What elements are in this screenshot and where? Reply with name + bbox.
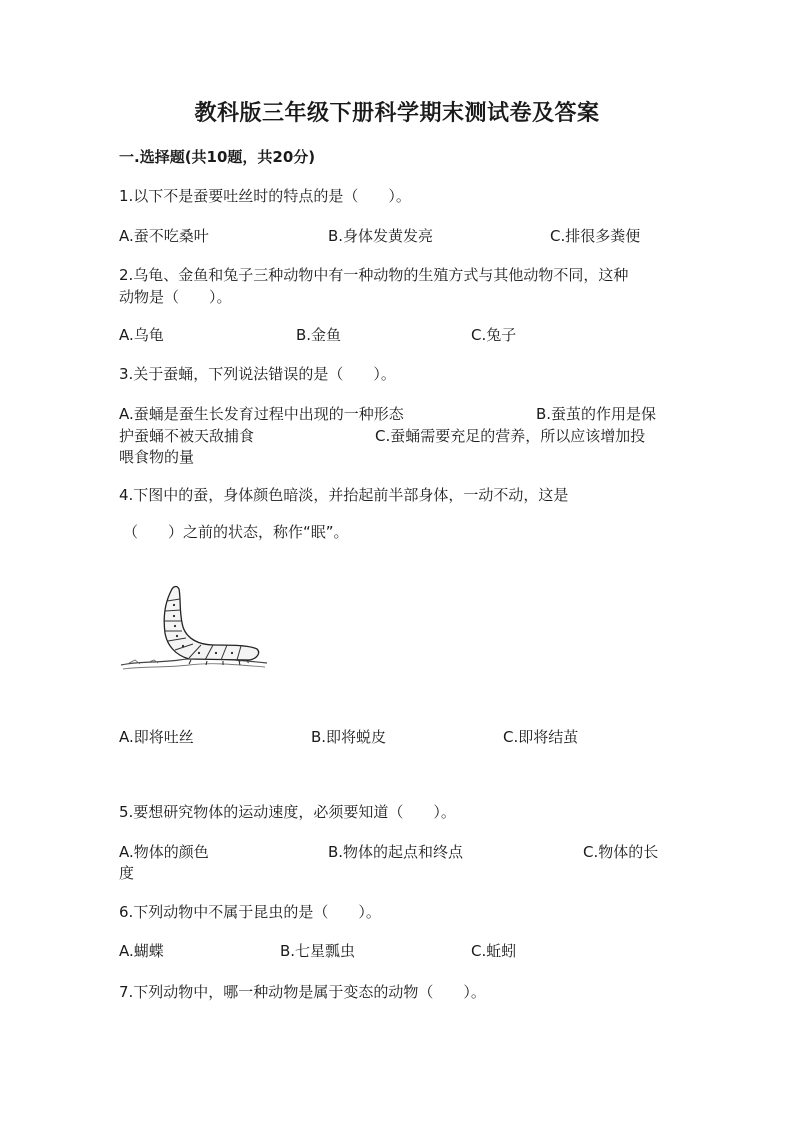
question-2-option-c: C.兔子 [471,326,517,344]
question-5-option-a: A.物体的颜色 [119,843,209,861]
silkworm-illustration [119,583,269,678]
question-5-option-c-cont: 度 [119,864,135,882]
question-1-option-a: A.蚕不吃桑叶 [119,227,209,245]
question-2-option-a: A.乌龟 [119,326,164,344]
question-3-option-c: C.蚕蛹需要充足的营养，所以应该增加投 [375,427,646,445]
question-6-stem: 6.下列动物中不属于昆虫的是（ ）。 [119,903,381,921]
question-7-stem: 7.下列动物中，哪一种动物是属于变态的动物（ ）。 [119,983,486,1001]
question-1-stem: 1.以下不是蚕要吐丝时的特点的是（ ）。 [119,187,411,205]
question-5-option-b: B.物体的起点和终点 [328,843,464,861]
question-1-option-c: C.排很多粪便 [550,227,641,245]
question-4-option-c: C.即将结茧 [503,728,579,746]
section-heading: 一.选择题(共10题，共20分) [119,148,316,166]
question-2-option-b: B.金鱼 [296,326,342,344]
question-3-option-c-cont: 喂食物的量 [119,448,195,466]
question-4-option-b: B.即将蜕皮 [311,728,387,746]
question-3-option-b-cont: 护蚕蛹不被天敌捕食 [119,427,255,445]
question-6-option-b: B.七星瓢虫 [280,942,356,960]
question-3-option-b: B.蚕茧的作用是保 [536,405,657,423]
document-title: 教科版三年级下册科学期末测试卷及答案 [194,100,600,126]
question-3-option-a: A.蚕蛹是蚕生长发育过程中出现的一种形态 [119,405,404,423]
question-5-option-c: C.物体的长 [583,843,659,861]
question-2-stem-line-2: 动物是（ ）。 [119,288,232,306]
question-6-option-c: C.蚯蚓 [471,942,517,960]
question-2-stem-line-1: 2.乌龟、金鱼和兔子三种动物中有一种动物的生殖方式与其他动物不同，这种 [119,266,629,284]
question-4-stem-line-2: （ ）之前的状态，称作“眠”。 [123,523,349,541]
question-6-option-a: A.蝴蝶 [119,942,164,960]
question-4-option-a: A.即将吐丝 [119,728,194,746]
question-3-stem: 3.关于蚕蛹，下列说法错误的是（ ）。 [119,365,396,383]
question-4-stem-line-1: 4.下图中的蚕，身体颜色暗淡，并抬起前半部身体，一动不动，这是 [119,486,569,504]
question-1-option-b: B.身体发黄发亮 [328,227,434,245]
question-5-stem: 5.要想研究物体的运动速度，必须要知道（ ）。 [119,803,456,821]
